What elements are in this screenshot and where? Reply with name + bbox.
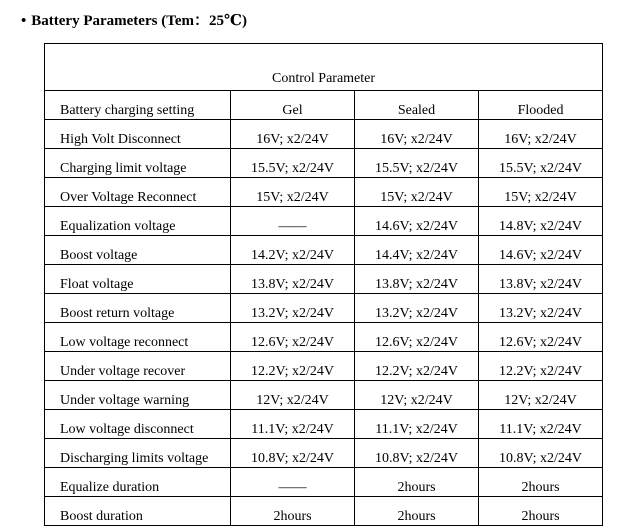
table-row	[45, 149, 603, 178]
cell-flooded: 13.2V; x2/24V	[479, 294, 603, 323]
table-row	[45, 439, 603, 468]
cell-sealed: 12.2V; x2/24V	[355, 352, 479, 381]
cell-gel: 13.8V; x2/24V	[231, 265, 355, 294]
table-row	[45, 410, 603, 439]
cell-sealed: 16V; x2/24V	[355, 120, 479, 149]
row-label: Low voltage disconnect	[45, 410, 231, 439]
table-row	[45, 178, 603, 207]
table-row	[45, 497, 603, 526]
table-caption: Control Parameter	[45, 44, 603, 91]
cell-sealed: 10.8V; x2/24V	[355, 439, 479, 468]
row-label: Over Voltage Reconnect	[45, 178, 231, 207]
cell-gel: 15.5V; x2/24V	[231, 149, 355, 178]
cell-gel: 11.1V; x2/24V	[231, 410, 355, 439]
row-label: Low voltage reconnect	[45, 323, 231, 352]
row-label: High Volt Disconnect	[45, 120, 231, 149]
cell-flooded: 2hours	[479, 497, 603, 526]
table-row	[45, 120, 603, 149]
table-row	[45, 236, 603, 265]
row-label: Under voltage warning	[45, 381, 231, 410]
column-header-setting: Battery charging setting	[45, 91, 231, 120]
cell-flooded: 15.5V; x2/24V	[479, 149, 603, 178]
cell-flooded: 14.8V; x2/24V	[479, 207, 603, 236]
cell-sealed: 14.4V; x2/24V	[355, 236, 479, 265]
cell-sealed: 12V; x2/24V	[355, 381, 479, 410]
cell-gel: 2hours	[231, 497, 355, 526]
column-header-gel: Gel	[231, 91, 355, 120]
cell-sealed: 12.6V; x2/24V	[355, 323, 479, 352]
battery-parameters-table	[44, 43, 603, 526]
cell-sealed: 13.8V; x2/24V	[355, 265, 479, 294]
cell-flooded: 11.1V; x2/24V	[479, 410, 603, 439]
cell-gel: 14.2V; x2/24V	[231, 236, 355, 265]
cell-flooded: 14.6V; x2/24V	[479, 236, 603, 265]
cell-sealed: 15.5V; x2/24V	[355, 149, 479, 178]
cell-flooded: 16V; x2/24V	[479, 120, 603, 149]
table-row	[45, 207, 603, 236]
cell-sealed: 2hours	[355, 497, 479, 526]
cell-flooded: 10.8V; x2/24V	[479, 439, 603, 468]
row-label: Boost voltage	[45, 236, 231, 265]
section-heading	[21, 9, 247, 30]
cell-gel: 12.6V; x2/24V	[231, 323, 355, 352]
row-label: Discharging limits voltage	[45, 439, 231, 468]
row-label: Charging limit voltage	[45, 149, 231, 178]
cell-flooded: 13.8V; x2/24V	[479, 265, 603, 294]
row-label: Under voltage recover	[45, 352, 231, 381]
cell-flooded: 12V; x2/24V	[479, 381, 603, 410]
cell-gel: 15V; x2/24V	[231, 178, 355, 207]
cell-gel: 16V; x2/24V	[231, 120, 355, 149]
cell-sealed: 11.1V; x2/24V	[355, 410, 479, 439]
table-row	[45, 381, 603, 410]
row-label: Equalization voltage	[45, 207, 231, 236]
table-row	[45, 352, 603, 381]
cell-sealed: 14.6V; x2/24V	[355, 207, 479, 236]
table-row	[45, 468, 603, 497]
row-label: Equalize duration	[45, 468, 231, 497]
table-row	[45, 323, 603, 352]
cell-gel: 13.2V; x2/24V	[231, 294, 355, 323]
cell-sealed: 15V; x2/24V	[355, 178, 479, 207]
cell-flooded: 2hours	[479, 468, 603, 497]
cell-flooded: 15V; x2/24V	[479, 178, 603, 207]
cell-gel: 10.8V; x2/24V	[231, 439, 355, 468]
cell-flooded: 12.2V; x2/24V	[479, 352, 603, 381]
bullet-mark: •	[21, 13, 27, 29]
table-row	[45, 294, 603, 323]
cell-sealed: 13.2V; x2/24V	[355, 294, 479, 323]
table-caption-row	[45, 44, 603, 91]
cell-gel: 12.2V; x2/24V	[231, 352, 355, 381]
table-row	[45, 265, 603, 294]
column-header-flooded: Flooded	[479, 91, 603, 120]
cell-gel: ——	[231, 468, 355, 497]
row-label: Boost return voltage	[45, 294, 231, 323]
row-label: Boost duration	[45, 497, 231, 526]
cell-flooded: 12.6V; x2/24V	[479, 323, 603, 352]
column-header-row	[45, 91, 603, 120]
section-heading-text: Battery Parameters (Tem：25℃)	[31, 13, 247, 29]
cell-sealed: 2hours	[355, 468, 479, 497]
row-label: Float voltage	[45, 265, 231, 294]
cell-gel: ——	[231, 207, 355, 236]
column-header-sealed: Sealed	[355, 91, 479, 120]
cell-gel: 12V; x2/24V	[231, 381, 355, 410]
